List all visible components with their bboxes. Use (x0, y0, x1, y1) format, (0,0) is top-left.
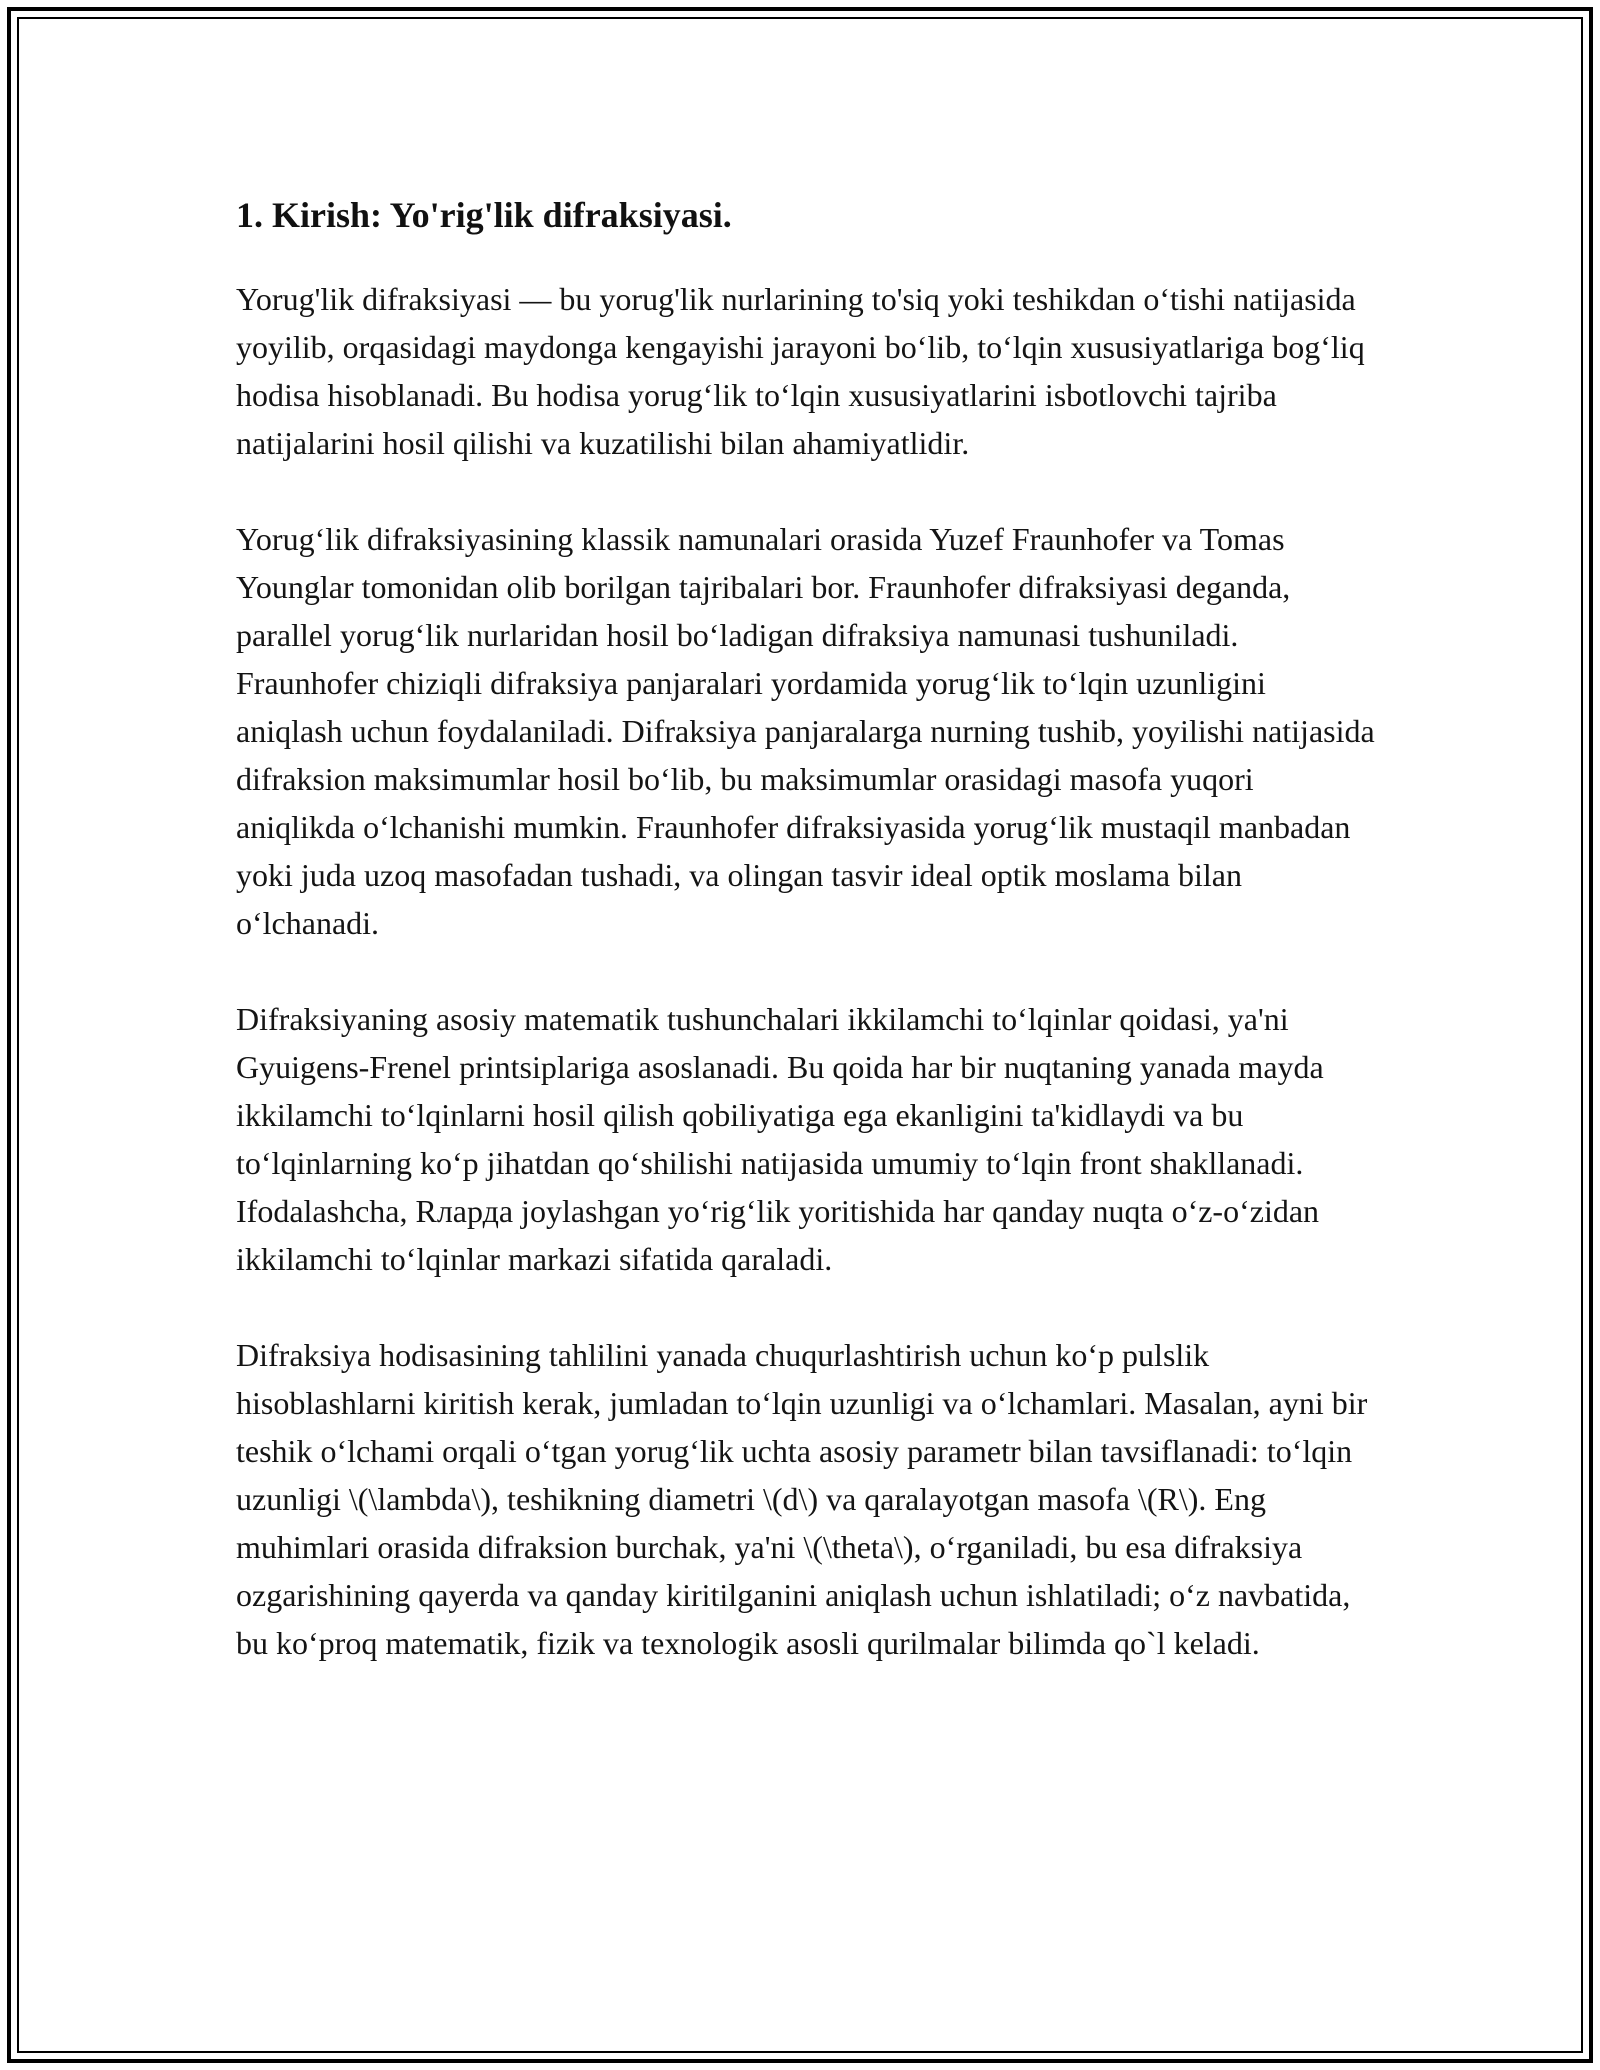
paragraph-fraunhofer: Yorug‘lik difraksiyasining klassik namunalari orasida Yuzef Fraunhofer va Tomas Younglar tomonidan olib borilgan tajribalari bor. Fraunhofer difraksiyasi deganda, parallel yorug‘lik nurlaridan hosil bo‘ladigan difraksiya namunasi tushuniladi. Fraunhofer chiziqli difraksiya panjaralari yordamida yorug‘lik to‘lqin uzunligini aniqlash uchun foydalaniladi. Difraksiya panjaralarga nurning tushib, yoyilishi natijasida difraksion maksimumlar hosil bo‘lib, bu maksimumlar orasidagi masofa yuqori aniqlikda o‘lchanishi mumkin. Fraunhofer difraksiyasida yorug‘lik mustaqil manbadan yoki juda uzoq masofadan tushadi, va olingan tasvir ideal optik moslama bilan o‘lchanadi. (236, 521, 1375, 941)
paragraph-huygens-fresnel: Difraksiyaning asosiy matematik tushunchalari ikkilamchi to‘lqinlar qoidasi, ya'ni Gyuigens-Frenel printsiplariga asoslanadi. Bu qoida har bir nuqtaning yanada mayda ikkilamchi to‘lqinlarni hosil qilish qobiliyatiga ega ekanligini ta'kidlaydi va bu to‘lqinlarning ko‘p jihatdan qo‘shilishi natijasida umumiy to‘lqin front shakllanadi. Ifodalashcha, Rларда joylashgan yo‘rig‘lik yoritishida har qanday nuqta o‘z-o‘zidan ikkilamchi to‘lqinlar markazi sifatida qaraladi. (236, 1001, 1324, 1277)
section-title: 1. Kirish: Yo'rig'lik difraksiyasi. (236, 195, 732, 235)
paragraph-intro: Yorug'lik difraksiyasi — bu yorug'lik nurlarining to'siq yoki teshikdan o‘tishi natijasida yoyilib, orqasidagi maydonga kengayishi jarayoni bo‘lib, to‘lqin xususiyatlariga bog‘liq hodisa hisoblanadi. Bu hodisa yorug‘lik to‘lqin xususiyatlarini isbotlovchi tajriba natijalarini hosil qilishi va kuzatilishi bilan ahamiyatlidir. (236, 281, 1365, 461)
document-body (236, 185, 1376, 1715)
paragraph-parameters: Difraksiya hodisasining tahlilini yanada chuqurlashtirish uchun ko‘p pulslik hisoblashlarni kiritish kerak, jumladan to‘lqin uzunligi va o‘lchamlari. Masalan, ayni bir teshik o‘lchami orqali o‘tgan yorug‘lik uchta asosiy parametr bilan tavsiflanadi: to‘lqin uzunligi \(\lambda\), teshikning diametri \(d\) va qaralayotgan masofa \(R\). Eng muhimlari orasida difraksion burchak, ya'ni \(\theta\), o‘rganiladi, bu esa difraksiya ozgarishining qayerda va qanday kiritilganini aniqlash uchun ishlatiladi; o‘z navbatida, bu ko‘proq matematik, fizik va texnologik asosli qurilmalar bilimda qo`l keladi. (236, 1337, 1368, 1661)
